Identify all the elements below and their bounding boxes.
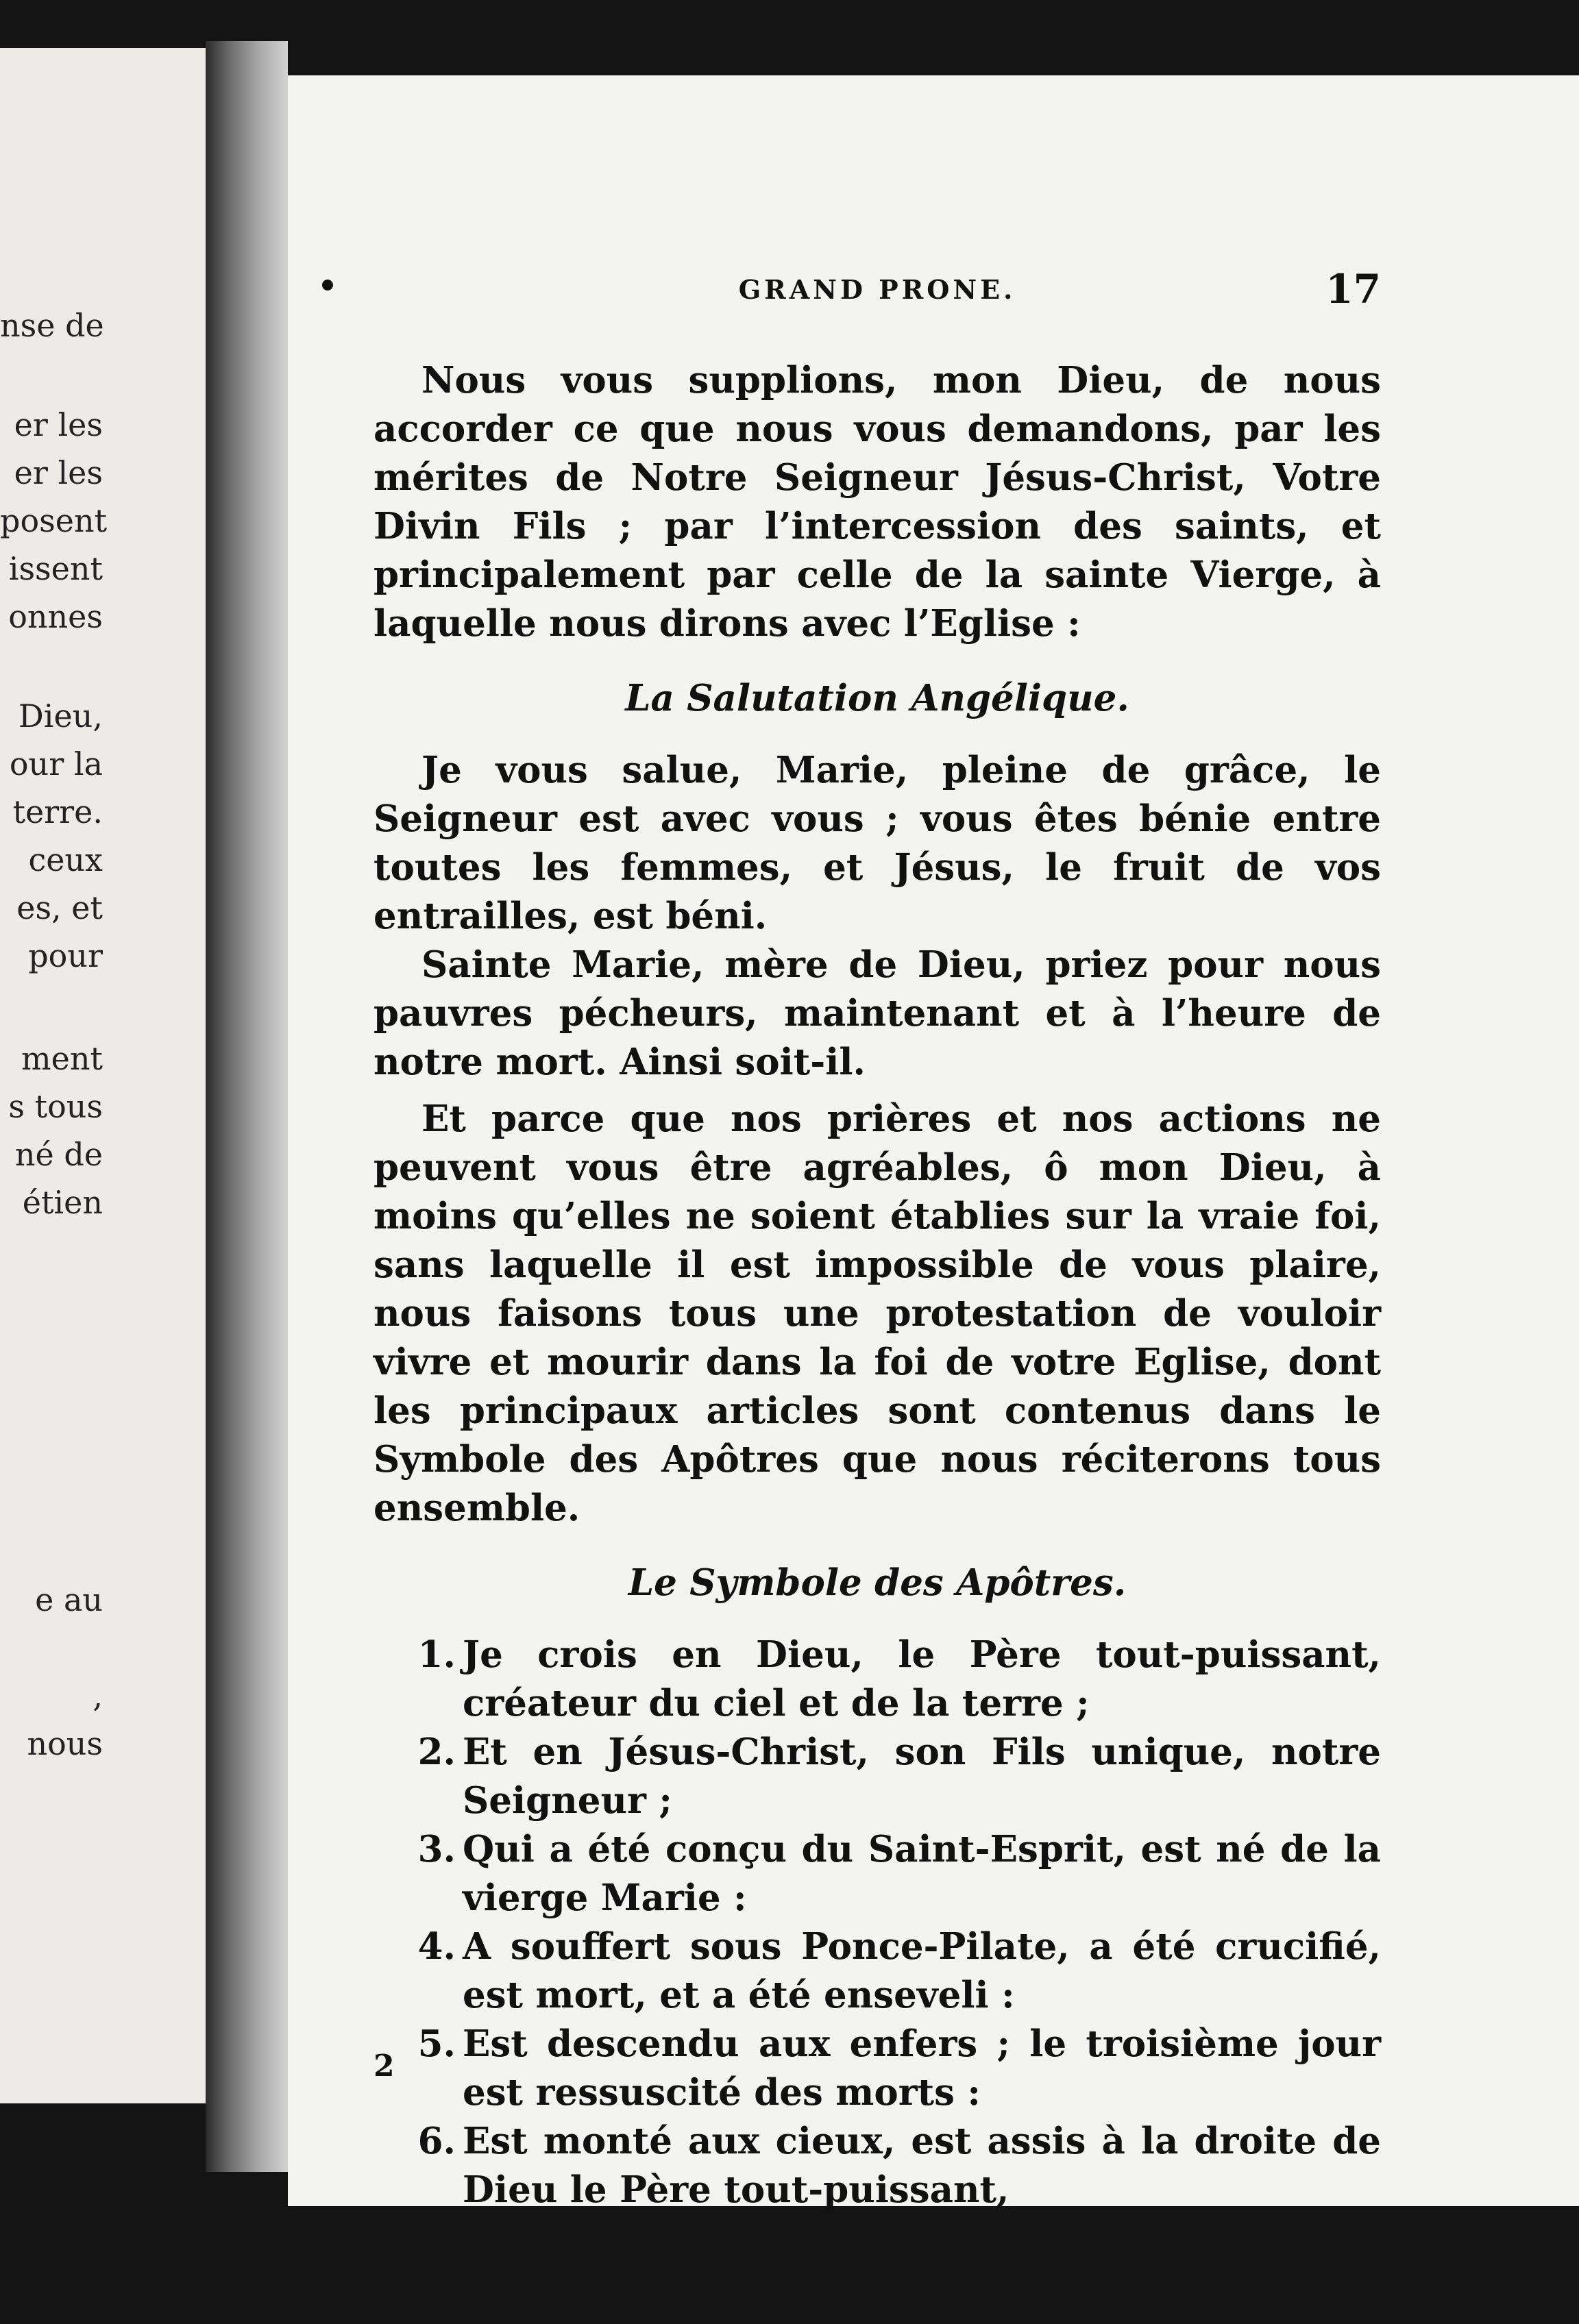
left-page-fragment: s tous [8,1088,103,1125]
creed-item-number: 3. [417,1828,456,1870]
left-page-fragment: onnes [8,598,103,635]
running-head: GRAND PRONE. [738,274,1016,305]
creed-item [374,2117,1381,2214]
left-page-fragment: posent [0,502,108,539]
ink-dot [322,280,333,290]
creed-item-number: 6. [417,2120,456,2162]
creed-item-text: Je crois en Dieu, le Père tout-puissant, créateur du ciel et de la terre ; [463,1633,1381,1725]
creed-item [374,1631,1381,1728]
protestation-paragraph: Et parce que nos prières et nos actions ne peuvent vous être agréables, ô mon Dieu, à moins qu’elles ne soient établies sur la vraie foi, sans laquelle il est impossible de vous plaire, nous faisons tous une protestation de vouloir vivre et mourir dans la foi de votre Eglise, dont les principaux articles sont contenus dans le Symbole des Apôtres que nous réciterons tous ensemble. [374,1098,1381,1529]
left-page-fragment: , [93,1677,103,1714]
creed-item [374,1825,1381,1923]
left-page-fragment: né de [14,1136,103,1173]
salutation-heading: La Salutation Angélique. [625,677,1129,719]
text-block [374,266,1381,2214]
creed-item-text: Est monté aux cieux, est assis à la droite de Dieu le Père tout-puissant, [463,2120,1381,2211]
signature-mark: 2 [374,2049,395,2084]
creed-item-number: 1. [417,1633,456,1676]
symbole-heading: Le Symbole des Apôtres. [628,1561,1127,1604]
page-header [374,266,1381,356]
left-page-fragment: er les [14,454,103,491]
left-facing-page [0,48,206,2103]
left-page-fragment: our la [9,745,103,782]
left-page-fragment: étien [22,1184,103,1221]
left-page-fragment: issent [8,550,103,587]
book-gutter [206,41,288,2172]
left-page-fragment: nous [27,1725,103,1762]
creed-item-number: 2. [417,1731,456,1773]
left-page-fragment: es, et [16,889,103,926]
left-page-fragment: terre. [12,793,103,830]
left-page-fragment: nse de [0,307,104,344]
creed-list [374,1631,1381,2214]
salutation-paragraph-1: Je vous salue, Marie, pleine de grâce, le Seigneur est avec vous ; vous êtes bénie entre toutes les femmes, et Jésus, le fruit de vos entrailles, est béni. [374,749,1381,937]
left-page-fragment: er les [14,406,103,443]
creed-item [374,2020,1381,2117]
creed-item [374,1728,1381,1825]
creed-item-number: 5. [417,2023,456,2065]
creed-item [374,1923,1381,2020]
creed-item-number: 4. [417,1925,456,1968]
creed-item-text: Et en Jésus-Christ, son Fils unique, notre Seigneur ; [463,1731,1381,1822]
left-page-fragment: pour [28,937,103,974]
creed-item-text: A souffert sous Ponce-Pilate, a été crucifié, est mort, et a été enseveli : [463,1925,1381,2016]
intro-paragraph: Nous vous supplions, mon Dieu, de nous accorder ce que nous vous demandons, par les mérites de Notre Seigneur Jésus-Christ, Votre Divin Fils ; par l’intercession des saints, et principalement par celle de la sainte Vierge, à laquelle nous dirons avec l’Eglise : [374,359,1381,645]
creed-item-text: Qui a été conçu du Saint-Esprit, est né de la vierge Marie : [463,1828,1381,1919]
creed-item-text: Est descendu aux enfers ; le troisième jour est ressuscité des morts : [463,2023,1381,2114]
page-number: 17 [1325,266,1381,312]
left-page-fragment: e au [35,1581,103,1618]
left-page-fragment: Dieu, [18,697,103,734]
left-page-fragment: ment [21,1040,103,1077]
left-page-fragment: ceux [28,841,103,878]
salutation-paragraph-2: Sainte Marie, mère de Dieu, priez pour nous pauvres pécheurs, maintenant et à l’heure de notre mort. Ainsi soit-il. [374,943,1381,1083]
right-page [288,75,1579,2211]
